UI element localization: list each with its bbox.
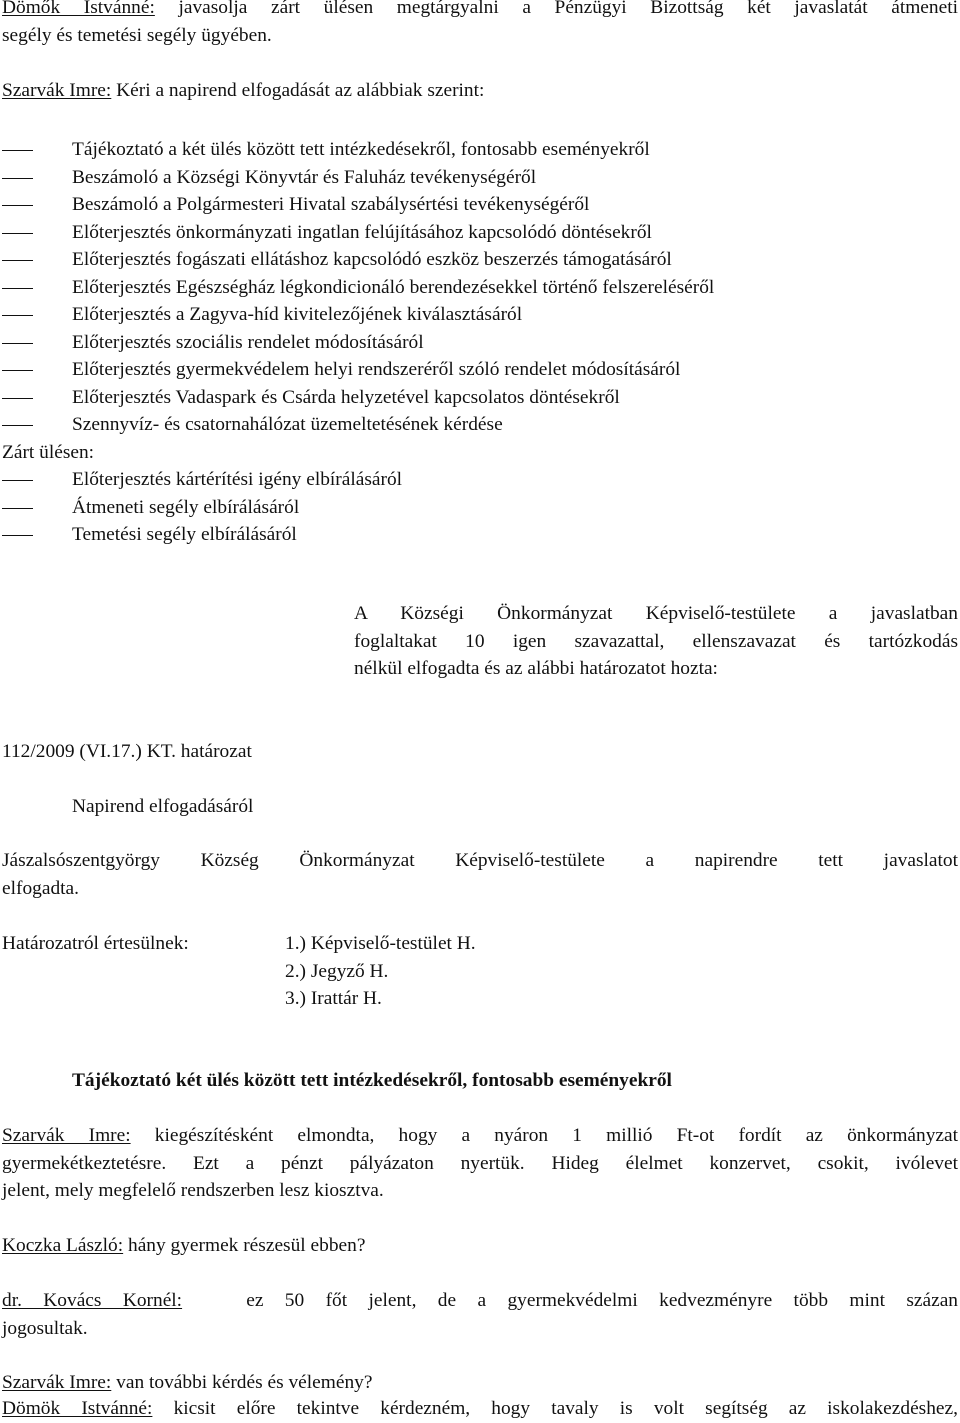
dash-bullet bbox=[2, 205, 33, 206]
list-item: Előterjesztés fogászati ellátáshoz kapcsolódó eszköz beszerzés támogatásáról bbox=[2, 246, 958, 274]
list-item: Szennyvíz- és csatornahálózat üzemeltetésének kérdése bbox=[2, 411, 958, 439]
dash-bullet bbox=[2, 508, 33, 509]
notify-list bbox=[285, 930, 476, 1013]
paragraph-kovacs-answer: dr. Kovács Kornél: ez 50 főt jelent, de a gyermekvédelmi kedvezményre több mint százan jogosultak. bbox=[2, 1290, 958, 1339]
speaker-name: Szarvák Imre: bbox=[2, 80, 112, 101]
dash-bullet bbox=[2, 370, 33, 371]
speaker-name: Szarvák Imre: bbox=[2, 1125, 131, 1146]
list-item: Átmeneti segély elbírálásáról bbox=[2, 494, 958, 522]
speaker-name: Dömők Istvánné: bbox=[2, 0, 155, 18]
dash-bullet bbox=[2, 535, 33, 536]
list-item: Előterjesztés szociális rendelet módosításáról bbox=[2, 329, 958, 357]
list-item: Temetési segély elbírálásáról bbox=[2, 521, 958, 549]
speaker-name: dr. Kovács Kornél: bbox=[2, 1290, 183, 1311]
dash-bullet bbox=[2, 480, 33, 481]
list-item: Előterjesztés önkormányzati ingatlan felújításához kapcsolódó döntésekről bbox=[2, 219, 958, 247]
agenda-list bbox=[2, 136, 958, 549]
list-item: Előterjesztés kártérítési igény elbírálásáról bbox=[2, 466, 958, 494]
list-item: Előterjesztés Egészségház légkondicionáló berendezésekkel történő felszereléséről bbox=[2, 274, 958, 302]
resolution-text: Jászalsószentgyörgy Község Önkormányzat Képviselő-testülete a napirendre tett javaslatot elfogadta. bbox=[2, 850, 958, 899]
dash-bullet bbox=[2, 398, 33, 399]
paragraph-domok-proposal bbox=[2, 0, 958, 49]
list-item: 1.) Képviselő-testület H. bbox=[285, 933, 476, 954]
dash-bullet bbox=[2, 178, 33, 179]
list-item: 3.) Irattár H. bbox=[285, 988, 382, 1009]
list-item: 2.) Jegyző H. bbox=[285, 960, 389, 982]
paragraph-szarvak-info: Szarvák Imre: kiegészítésként elmondta, hogy a nyáron 1 millió Ft-ot fordít az önkormányzat gyermekétkeztetésre. Ezt a pénzt pályázaton nyertük. Hideg élelmet konzervet, csokit, ivólevet jelent, mely megfelelő rendszerben lesz kiosztva. bbox=[2, 1125, 958, 1201]
section-title: Tájékoztató két ülés között tett intézkedésekről, fontosabb eseményekről bbox=[72, 1070, 672, 1091]
paragraph-koczka-question: Koczka László: hány gyermek részesül ebben? bbox=[2, 1235, 366, 1256]
speaker-name: Dömök Istvánné: bbox=[2, 1398, 153, 1419]
dash-bullet bbox=[2, 343, 33, 344]
paragraph-text: javasolja zárt ülésen megtárgyalni a Pénzügyi Bizottság két javaslatát átmeneti bbox=[178, 0, 958, 18]
closed-session-heading: Zárt ülésen: bbox=[2, 441, 95, 463]
dash-bullet bbox=[2, 288, 33, 289]
speaker-name: Koczka László: bbox=[2, 1235, 124, 1256]
speaker-name: Szarvák Imre: bbox=[2, 1372, 112, 1393]
list-item: Tájékoztató a két ülés között tett intézkedésekről, fontosabb eseményekről bbox=[2, 136, 958, 164]
list-item: Beszámoló a Községi Könyvtár és Faluház tevékenységéről bbox=[2, 164, 958, 192]
paragraph-szarvak-agenda bbox=[2, 77, 958, 105]
vote-paragraph: A Községi Önkormányzat Képviselő-testülete a javaslatban foglaltakat 10 igen szavazattal, ellenszavazat és tartózkodás nélkül elfogadta és az alábbi határozatot hozta: bbox=[354, 603, 958, 679]
list-item: Előterjesztés Vadaspark és Csárda helyzetével kapcsolatos döntésekről bbox=[2, 384, 958, 412]
paragraph-text: Kéri a napirend elfogadását az alábbiak szerint: bbox=[116, 80, 485, 101]
resolution-number: 112/2009 (VI.17.) KT. határozat bbox=[2, 741, 252, 762]
dash-bullet bbox=[2, 233, 33, 234]
list-item: Előterjesztés gyermekvédelem helyi rendszeréről szóló rendelet módosításáról bbox=[2, 356, 958, 384]
resolution-subject: Napirend elfogadásáról bbox=[72, 796, 254, 817]
paragraph-domok-question: Dömök Istvánné: kicsit előre tekintve kérdezném, hogy tavaly is volt segítség az iskolakezdéshez, bbox=[2, 1398, 958, 1419]
dash-bullet bbox=[2, 260, 33, 261]
notify-label: Határozatról értesülnek: bbox=[2, 933, 189, 954]
list-item: Előterjesztés a Zagyva-híd kivitelezőjének kiválasztásáról bbox=[2, 301, 958, 329]
paragraph-text: segély és temetési segély ügyében. bbox=[2, 24, 272, 46]
dash-bullet bbox=[2, 425, 33, 426]
list-item: Beszámoló a Polgármesteri Hivatal szabálysértési tevékenységéről bbox=[2, 191, 958, 219]
paragraph-szarvak-question: Szarvák Imre: van további kérdés és vélemény? bbox=[2, 1372, 373, 1393]
dash-bullet bbox=[2, 150, 33, 151]
dash-bullet bbox=[2, 315, 33, 316]
